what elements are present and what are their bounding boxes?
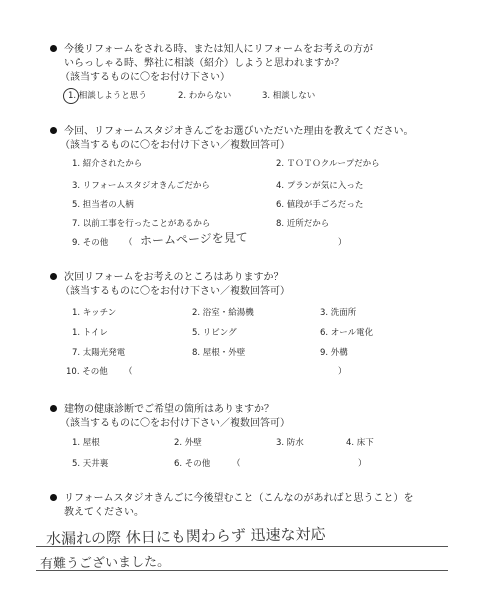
q3-option-5[interactable]: 5. リビング	[192, 328, 237, 338]
bullet-icon	[50, 494, 57, 501]
q3-option-3[interactable]: 3. 洗面所	[320, 308, 357, 318]
question-4-note: （該当するものに〇をお付け下さい／複数回答可）	[60, 418, 290, 429]
q2-option-2[interactable]: 2. ＴＯＴＯクループだから	[276, 159, 380, 169]
bullet-icon	[50, 45, 57, 52]
question-1-note: （該当するものに〇をお付け下さい）	[60, 72, 230, 83]
q3-option-2[interactable]: 2. 浴室・給湯機	[192, 308, 254, 318]
q2-option-6[interactable]: 6. 値段が手ごろだった	[276, 200, 364, 210]
q2-option-5[interactable]: 5. 担当者の人柄	[72, 200, 134, 210]
q3-other-close-paren: ）	[338, 367, 347, 377]
q2-option-7[interactable]: 7. 以前工事を行ったことがあるから	[72, 219, 211, 229]
q2-option-4[interactable]: 4. プランが気に入った	[276, 181, 364, 191]
q3-option-10[interactable]: 10. その他	[66, 367, 108, 377]
bullet-icon	[50, 273, 57, 280]
question-1-title-line1: 今後リフォームをされる時、または知人にリフォームをお考えの方が	[64, 44, 373, 56]
q2-option-3[interactable]: 3. リフォームスタジオきんごだから	[72, 181, 210, 191]
question-3-title: 次回リフォームをお考えのところはありますか？	[64, 272, 284, 284]
question-3-note: （該当するものに〇をお付け下さい／複数回答可）	[60, 286, 290, 297]
q4-option-2[interactable]: 2. 外壁	[174, 438, 202, 448]
q4-other-open-paren: （	[232, 459, 241, 469]
q3-option-8[interactable]: 8. 屋根・外壁	[192, 348, 246, 358]
q4-option-5[interactable]: 5. 天井裏	[72, 459, 109, 469]
q3-other-open-paren: （	[124, 367, 133, 377]
q4-other-close-paren: ）	[358, 459, 367, 469]
q3-option-6[interactable]: 6. オール電化	[320, 328, 374, 338]
q5-handwritten-line2: 有難うございました。	[39, 554, 171, 572]
question-2-note: （該当するものに〇をお付け下さい／複数回答可）	[60, 140, 290, 151]
q4-option-4[interactable]: 4. 床下	[346, 438, 374, 448]
q2-other-handwritten: ホームページを見て	[139, 230, 248, 248]
q4-option-1[interactable]: 1. 屋根	[72, 438, 100, 448]
bullet-icon	[50, 405, 57, 412]
q2-option-9[interactable]: 9. その他	[72, 238, 109, 248]
q4-option-3[interactable]: 3. 防水	[276, 438, 304, 448]
q2-option-1[interactable]: 1. 紹介されたから	[72, 159, 143, 169]
q3-option-4[interactable]: 1. トイレ	[72, 328, 108, 338]
answer-ruled-line	[36, 570, 448, 571]
q1-option-2[interactable]: 2. わからない	[178, 91, 232, 101]
question-2-title: 今回、リフォームスタジオきんごをお選びいただいた理由を教えてください。	[64, 126, 414, 138]
q3-option-7[interactable]: 7. 太陽光発電	[72, 348, 126, 358]
q1-option-1[interactable]: 1. 相談しようと思う	[68, 91, 147, 101]
question-4-title: 建物の健康診断でご希望の箇所はありますか？	[64, 404, 274, 416]
bullet-icon	[50, 127, 57, 134]
q3-option-1[interactable]: 1. キッチン	[72, 308, 117, 318]
question-1-title-line2: いらっしゃる時、弊社に相談（紹介）しようと思われますか？	[64, 58, 344, 69]
q2-other-open-paren: （	[124, 238, 133, 248]
q5-handwritten-line1: 水漏れの際 休日にも関わらず 迅速な対応	[45, 525, 326, 548]
q1-option-3[interactable]: 3. 相談しない	[262, 91, 316, 101]
q3-option-9[interactable]: 9. 外構	[320, 348, 348, 358]
question-5-title-line1: リフォームスタジオきんごに今後望むこと（こんなのがあればと思うこと）を	[64, 493, 414, 505]
q2-other-close-paren: ）	[338, 238, 347, 248]
q2-option-8[interactable]: 8. 近所だから	[276, 219, 330, 229]
question-5-title-line2: 教えてください。	[64, 507, 144, 518]
answer-ruled-line	[36, 546, 448, 547]
q4-option-6[interactable]: 6. その他	[174, 459, 211, 469]
